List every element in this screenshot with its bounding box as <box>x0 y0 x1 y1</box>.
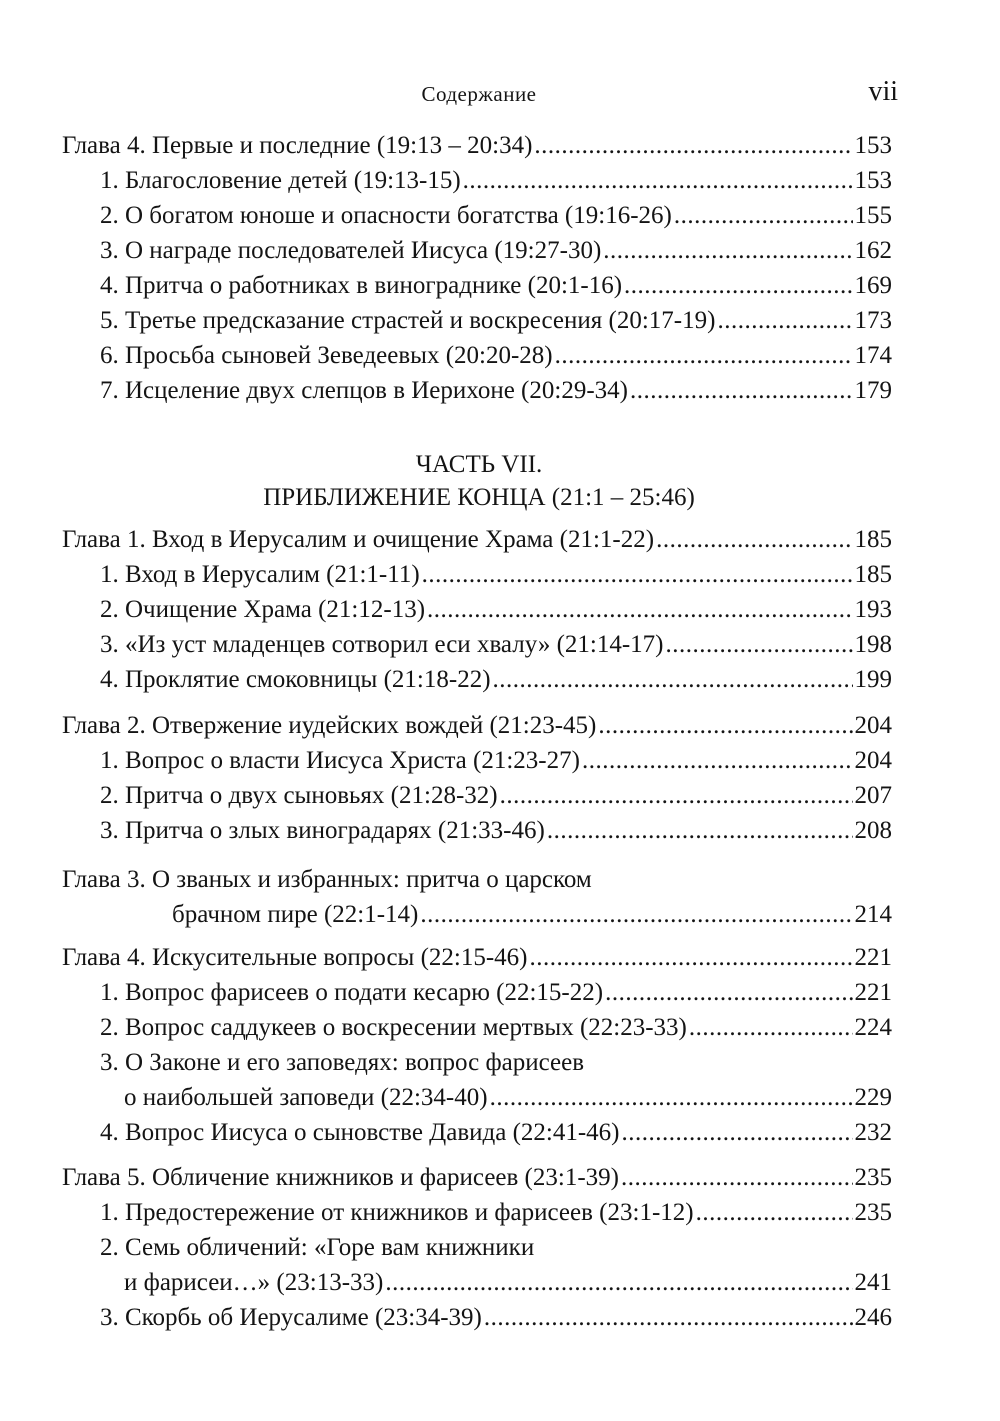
toc-entry[interactable]: 3. «Из уст младенцев сотворил еси хвалу» (21:14-17) ..... 198 <box>62 627 892 662</box>
toc-block-chapter4 <box>62 128 892 408</box>
toc-block-chapter5 <box>62 1160 892 1335</box>
toc-entry[interactable]: 1. Предостережение от книжников и фарисеев (23:1-12) ..... 235 <box>62 1195 892 1230</box>
toc-entry-chapter-line2[interactable]: брачном пире (22:1-14) ..... 214 <box>62 897 892 932</box>
part-number: ЧАСТЬ VII. <box>415 451 543 478</box>
toc-entry-chapter[interactable]: Глава 4. Искусительные вопросы (22:15-46) ..... 221 <box>62 940 892 975</box>
toc-entry-chapter[interactable]: Глава 5. Обличение книжников и фарисеев (23:1-39) ..... 235 <box>62 1160 892 1195</box>
toc-entry[interactable]: 4. Проклятие смоковницы (21:18-22) ..... 199 <box>62 662 892 697</box>
toc-block-chapter1 <box>62 522 892 697</box>
toc-block-chapter4-questions <box>62 940 892 1150</box>
toc-entry-line2[interactable]: о наибольшей заповеди (22:34-40) ..... 229 <box>62 1080 892 1115</box>
toc-entry-chapter[interactable]: Глава 4. Первые и последние (19:13 – 20:34) ..... 153 <box>62 128 892 163</box>
toc-entry[interactable]: 1. Вопрос фарисеев о подати кесарю (22:15-22) ..... 221 <box>62 975 892 1010</box>
toc-entry[interactable]: 6. Просьба сыновей Зеведеевых (20:20-28) ..... 174 <box>62 338 892 373</box>
part-heading <box>60 448 898 514</box>
toc-entry[interactable]: 1. Благословение детей (19:13-15) ..... 153 <box>62 163 892 198</box>
toc-entry-chapter-line1[interactable]: Глава 3. О званых и избранных: притча о царском <box>62 866 592 893</box>
toc-entry[interactable]: 2. Вопрос саддукеев о воскресении мертвых (22:23-33) ..... 224 <box>62 1010 892 1045</box>
toc-entry-line1[interactable]: 3. О Законе и его заповедях: вопрос фарисеев <box>100 1049 585 1076</box>
toc-entry[interactable]: 2. О богатом юноше и опасности богатства (19:16-26) ..... 155 <box>62 198 892 233</box>
toc-block-chapter2 <box>62 708 892 848</box>
toc-entry[interactable]: 3. Притча о злых виноградарях (21:33-46) ..... 208 <box>62 813 892 848</box>
toc-entry[interactable]: 7. Исцеление двух слепцов в Иерихоне (20:29-34) ..... 179 <box>62 373 892 408</box>
toc-entry[interactable]: 1. Вход в Иерусалим (21:1-11) ..... 185 <box>62 557 892 592</box>
toc-entry[interactable]: 1. Вопрос о власти Иисуса Христа (21:23-27) ..... 204 <box>62 743 892 778</box>
running-header <box>60 76 898 112</box>
toc-entry[interactable]: 4. Притча о работниках в винограднике (20:1-16) ..... 169 <box>62 268 892 303</box>
toc-entry[interactable]: 4. Вопрос Иисуса о сыновстве Давида (22:41-46) ..... 232 <box>62 1115 892 1150</box>
toc-block-chapter3 <box>62 862 892 932</box>
toc-entry[interactable]: 2. Очищение Храма (21:12-13) ..... 193 <box>62 592 892 627</box>
part-title: ПРИБЛИЖЕНИЕ КОНЦА (21:1 – 25:46) <box>263 484 695 511</box>
toc-entry[interactable]: 3. Скорбь об Иерусалиме (23:34-39) ..... 246 <box>62 1300 892 1335</box>
header-title: Содержание <box>421 82 537 106</box>
toc-entry-chapter[interactable]: Глава 1. Вход в Иерусалим и очищение Храма (21:1-22) ..... 185 <box>62 522 892 557</box>
toc-entry[interactable]: 5. Третье предсказание страстей и воскресения (20:17-19) ..... 173 <box>62 303 892 338</box>
toc-entry-chapter[interactable]: Глава 2. Отвержение иудейских вождей (21:23-45) ..... 204 <box>62 708 892 743</box>
toc-entry[interactable]: 3. О награде последователей Иисуса (19:27-30) ..... 162 <box>62 233 892 268</box>
toc-entry-line1[interactable]: 2. Семь обличений: «Горе вам книжники <box>100 1234 535 1261</box>
toc-entry-line2[interactable]: и фарисеи…» (23:13-33) ..... 241 <box>62 1265 892 1300</box>
page-number: vii <box>868 76 898 107</box>
toc-entry[interactable]: 2. Притча о двух сыновьях (21:28-32) ..... 207 <box>62 778 892 813</box>
